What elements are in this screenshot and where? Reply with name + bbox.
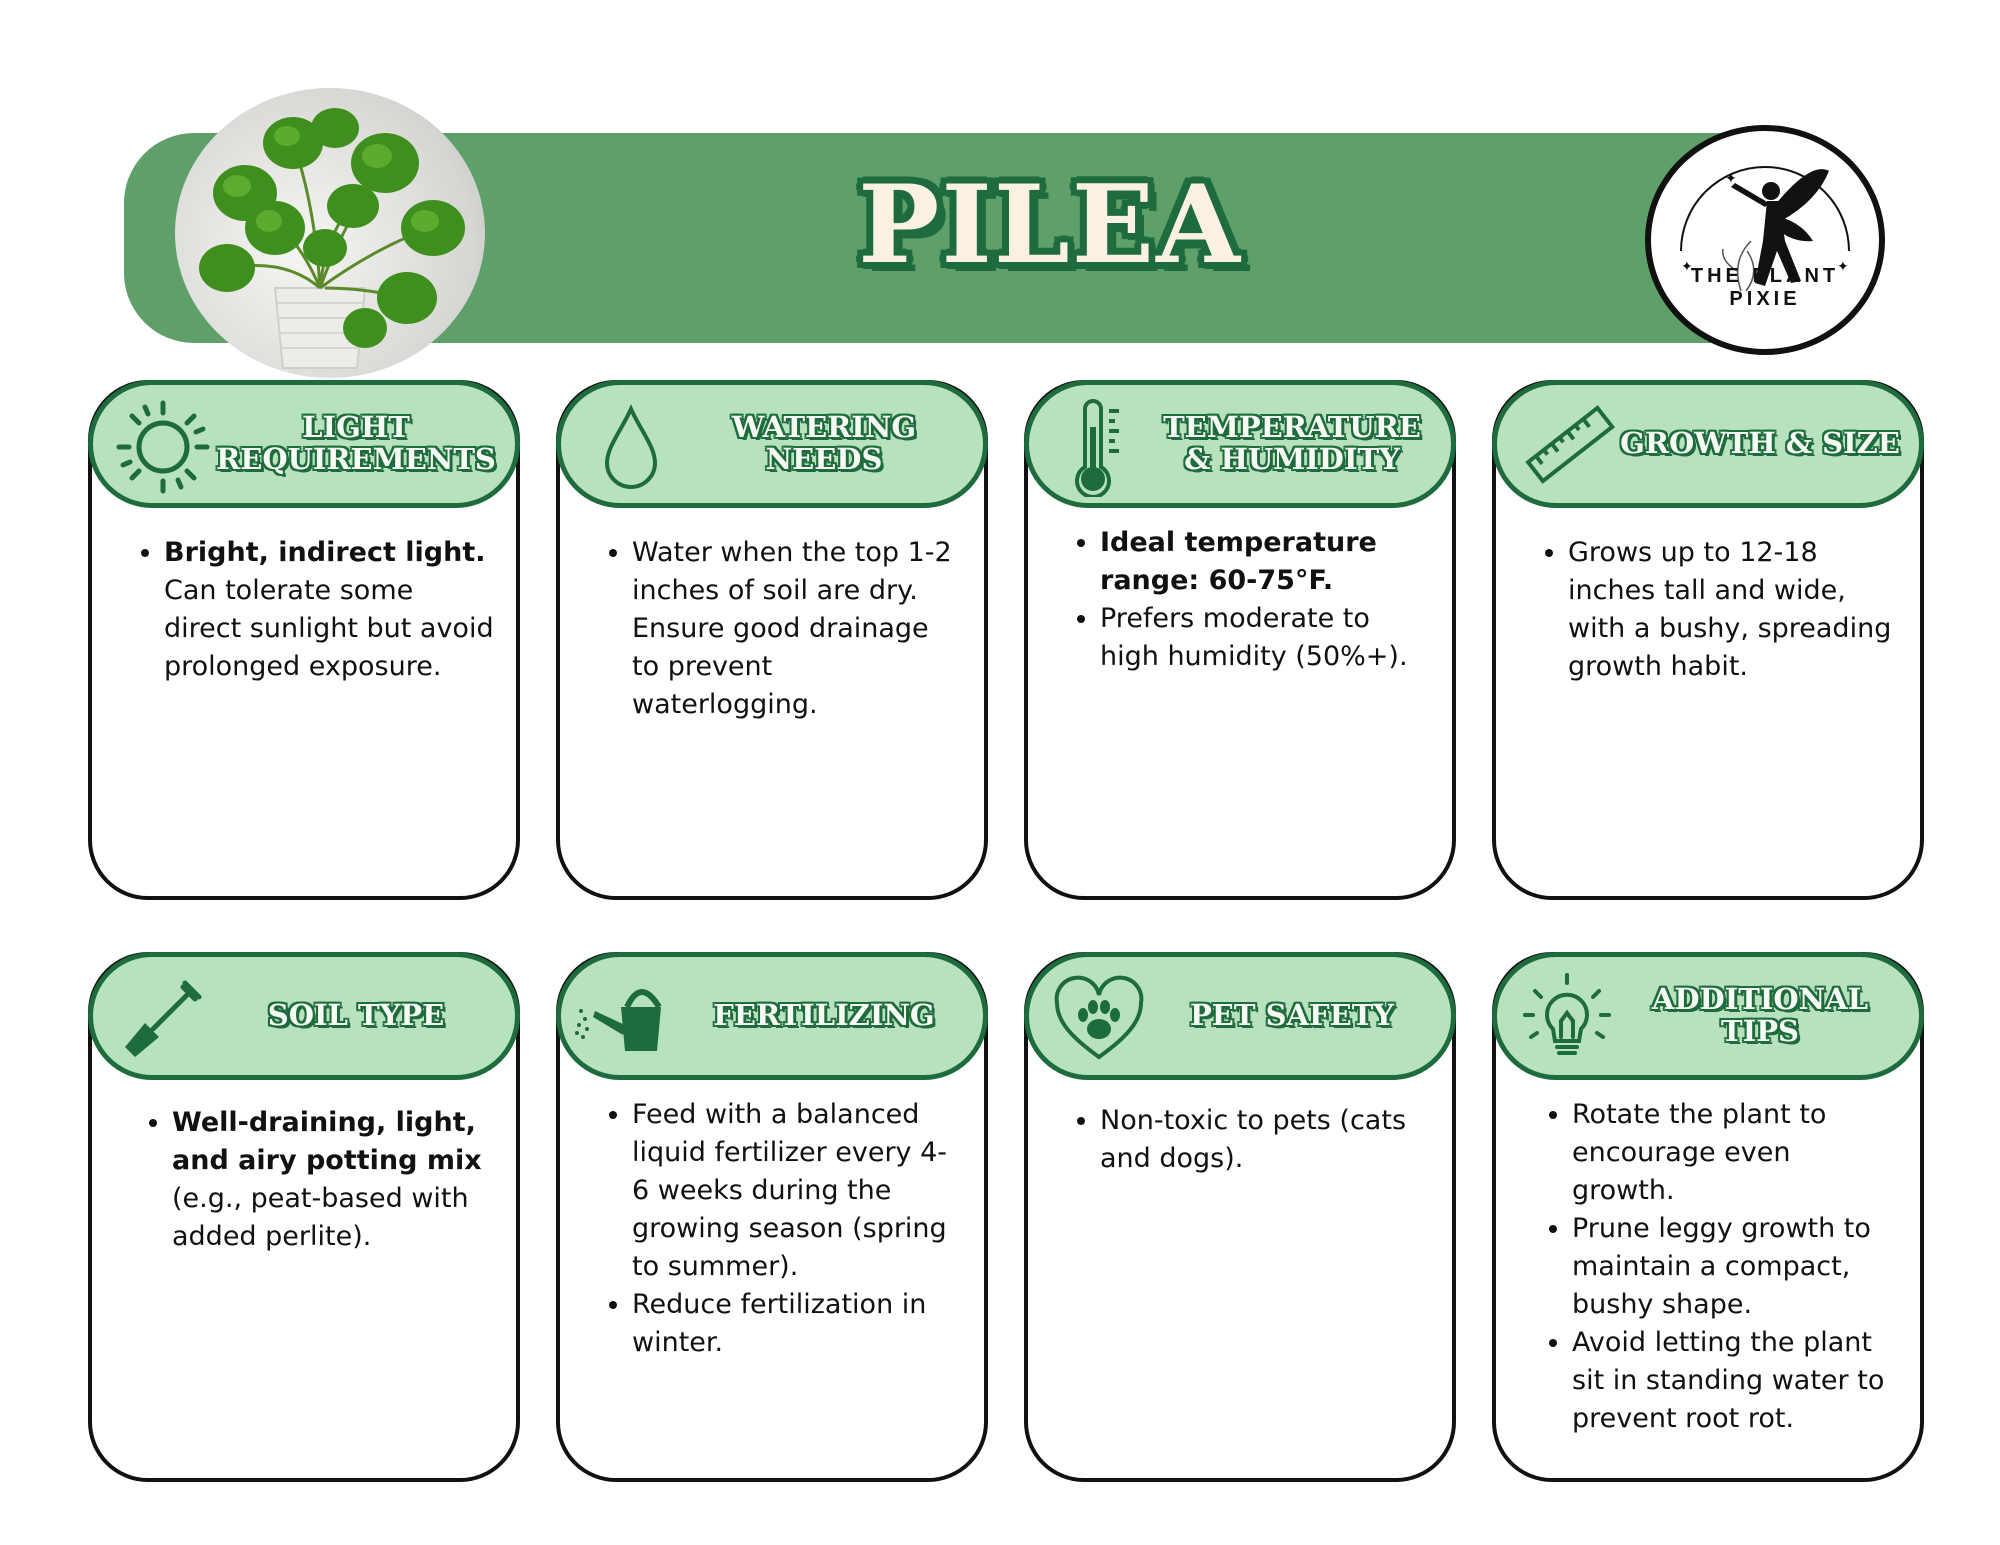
card-fertilizing: [556, 952, 988, 1482]
card-soil-type: [88, 952, 520, 1482]
card-title: SOIL TYPE: [267, 998, 445, 1033]
list-item: • Prune leggy growth to maintain a compact, bushy shape.: [1572, 1210, 1898, 1324]
list-item: • Avoid letting the plant sit in standing water to prevent root rot.: [1572, 1324, 1898, 1438]
card-title: TEMPERATURE & HUMIDITY: [1163, 410, 1421, 476]
list-item: • Water when the top 1-2 inches of soil are dry. Ensure good drainage to prevent waterlogging.: [632, 534, 962, 724]
card-light-requirements: [88, 380, 520, 900]
card-header: [1492, 380, 1924, 508]
list-item: • Non-toxic to pets (cats and dogs).: [1100, 1102, 1430, 1178]
card-header: [556, 380, 988, 508]
card-title: GROWTH & SIZE: [1620, 426, 1900, 461]
list-item: • Grows up to 12-18 inches tall and wide, with a bushy, spreading growth habit.: [1568, 534, 1898, 686]
list-item: • Well-draining, light, and airy potting mix (e.g., peat-based with added perlite).: [172, 1104, 494, 1256]
card-title: PET SAFETY: [1189, 998, 1394, 1033]
logo-text: THE PLANT PIXIE: [1690, 265, 1840, 310]
card-title: FERTILIZING: [713, 998, 935, 1033]
card-header: [88, 952, 520, 1080]
page-title: PILEA: [858, 162, 1242, 288]
card-body: [1534, 534, 1898, 686]
card-header: [88, 380, 520, 508]
shovel-icon: [115, 971, 211, 1067]
lightbulb-icon: [1519, 971, 1615, 1067]
card-body: [598, 1096, 962, 1362]
list-item: • Feed with a balanced liquid fertilizer every 4-6 weeks during the growing season (spring to summer).: [632, 1096, 962, 1286]
watering-can-icon: [571, 971, 681, 1067]
card-header: [1492, 952, 1924, 1080]
list-item: • Reduce fertilization in winter.: [632, 1286, 962, 1362]
card-body: [1066, 524, 1430, 676]
sun-icon: [115, 399, 211, 495]
card-header: [1024, 952, 1456, 1080]
list-item: • Bright, indirect light. Can tolerate some direct sunlight but avoid prolonged exposure.: [164, 534, 494, 686]
card-body: [130, 534, 494, 686]
card-title: LIGHT REQUIREMENTS: [216, 410, 496, 476]
paw-heart-icon: [1051, 971, 1147, 1067]
card-body: [1066, 1102, 1430, 1178]
svg-text:✦: ✦: [1725, 171, 1737, 187]
svg-text:✦: ✦: [1837, 259, 1849, 275]
list-item: • Rotate the plant to encourage even growth.: [1572, 1096, 1898, 1210]
card-title: WATERING NEEDS: [731, 410, 917, 476]
card-body: [1538, 1096, 1898, 1438]
thermometer-icon: [1051, 399, 1147, 495]
card-watering-needs: [556, 380, 988, 900]
card-growth-size: [1492, 380, 1924, 900]
card-body: [598, 534, 962, 724]
list-item: • Ideal temperature range: 60-75°F.: [1100, 524, 1430, 600]
ruler-icon: [1519, 399, 1615, 495]
plant-pixie-logo: [1645, 125, 1885, 355]
card-temperature-humidity: [1024, 380, 1456, 900]
svg-text:✦: ✦: [1681, 259, 1693, 275]
card-header: [556, 952, 988, 1080]
card-body: [138, 1104, 494, 1256]
card-title: ADDITIONAL TIPS: [1651, 982, 1869, 1048]
card-additional-tips: [1492, 952, 1924, 1482]
card-header: [1024, 380, 1456, 508]
card-pet-safety: [1024, 952, 1456, 1482]
pilea-plant-photo: [175, 88, 485, 378]
list-item: • Prefers moderate to high humidity (50%+).: [1100, 600, 1430, 676]
water-drop-icon: [583, 399, 679, 495]
